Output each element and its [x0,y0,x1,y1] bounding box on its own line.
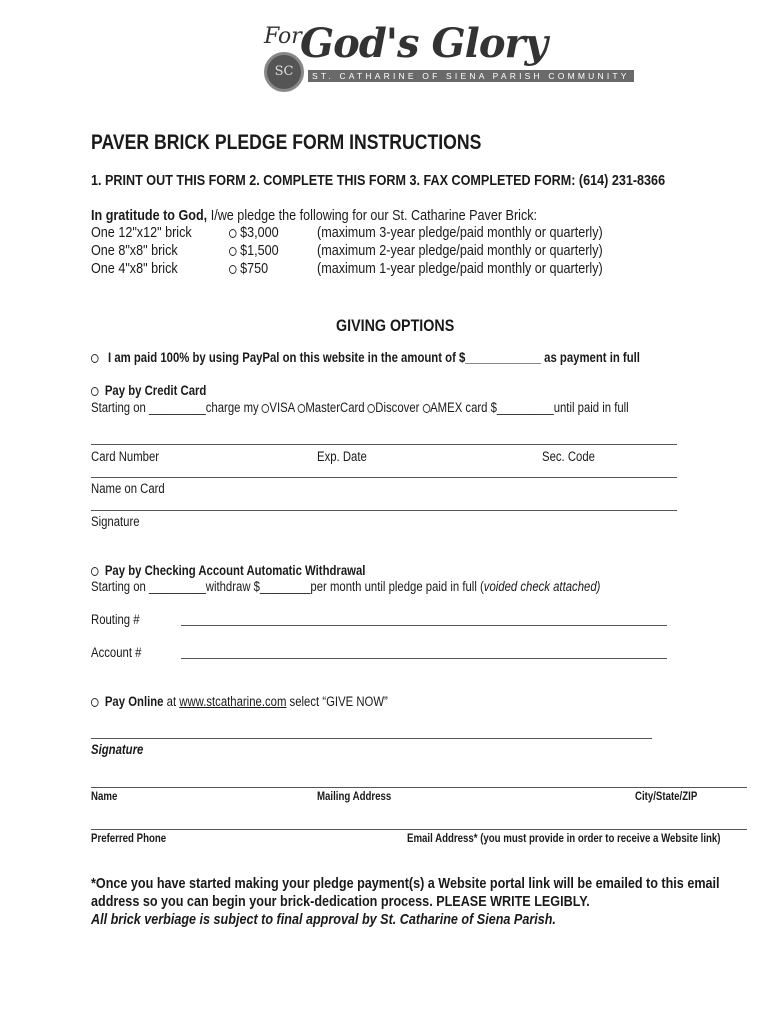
checkbox-circle-icon[interactable] [423,404,431,413]
credit-card-option[interactable]: Pay by Credit Card [91,383,206,398]
name-label: Name [91,791,118,803]
name-on-card-field[interactable] [91,477,677,478]
logo-subtitle: ST. CATHARINE OF SIENA PARISH COMMUNITY [308,70,634,82]
checkbox-circle-icon[interactable] [91,567,99,576]
card-number-field[interactable] [91,444,677,445]
checkbox-circle-icon[interactable] [91,387,99,396]
pay-online-option[interactable]: Pay Online at www.stcatharine.com select “GIVE NOW” [91,694,388,709]
logo [258,18,630,100]
footer-note-2: address so you can begin your brick-dedication process. PLEASE WRITE LEGIBLY. [91,893,590,910]
credit-card-line: Starting on _________charge my VISA MasterCard Discover AMEX card $_________until paid in full [91,400,629,415]
checkbox-circle-icon[interactable] [229,247,237,256]
signature-field[interactable] [91,738,652,739]
brick-option-3000[interactable]: $3,000 [229,224,279,241]
card-signature-field[interactable] [91,510,677,511]
preferred-phone-label: Preferred Phone [91,833,167,845]
paypal-option[interactable]: I am paid 100% by using PayPal on this website in the amount of $____________ as payment in full [91,350,640,365]
card-signature-label: Signature [91,514,140,529]
logo-seal: SC [264,52,304,92]
name-on-card-label: Name on Card [91,481,165,496]
phone-email-field[interactable] [91,829,747,830]
name-address-field[interactable] [91,787,747,788]
footer-note-3: All brick verbiage is subject to final approval by St. Catharine of Siena Parish. [91,911,556,928]
account-field[interactable] [181,658,667,659]
checking-option[interactable]: Pay by Checking Account Automatic Withdrawal [91,563,365,578]
signature-label: Signature [91,742,144,757]
checkbox-circle-icon[interactable] [91,354,99,363]
logo-for: For [264,24,302,49]
mailing-address-label: Mailing Address [317,791,392,803]
page-title: PAVER BRICK PLEDGE FORM INSTRUCTIONS [91,131,482,154]
account-label: Account # [91,645,142,660]
email-address-label: Email Address* (you must provide in order to receive a Website link) [407,833,721,845]
sec-code-label: Sec. Code [542,449,595,464]
city-state-zip-label: City/State/ZIP [635,791,698,803]
checking-line: Starting on _________withdraw $________per month until pledge paid in full (voided check attached) [91,579,601,594]
checkbox-circle-icon[interactable] [229,229,237,238]
routing-field[interactable] [181,625,667,626]
brick-option-1500[interactable]: $1,500 [229,242,279,259]
footer-note-1: *Once you have started making your pledge payment(s) a Website portal link will be emailed to this email [91,875,720,892]
giving-options-heading: GIVING OPTIONS [336,316,455,335]
brick-option-750[interactable]: $750 [229,260,268,277]
gratitude-line: In gratitude to God, I/we pledge the following for our St. Catharine Paver Brick: [91,207,538,224]
website-link[interactable]: www.stcatharine.com [179,694,287,709]
card-number-label: Card Number [91,449,160,464]
checkbox-circle-icon[interactable] [229,265,237,274]
routing-label: Routing # [91,612,140,627]
logo-title: God's Glory [300,20,547,67]
instruction-steps: 1. PRINT OUT THIS FORM 2. COMPLETE THIS FORM 3. FAX COMPLETED FORM: (614) 231-8366 [91,172,666,189]
exp-date-label: Exp. Date [317,449,367,464]
checkbox-circle-icon[interactable] [91,698,99,707]
